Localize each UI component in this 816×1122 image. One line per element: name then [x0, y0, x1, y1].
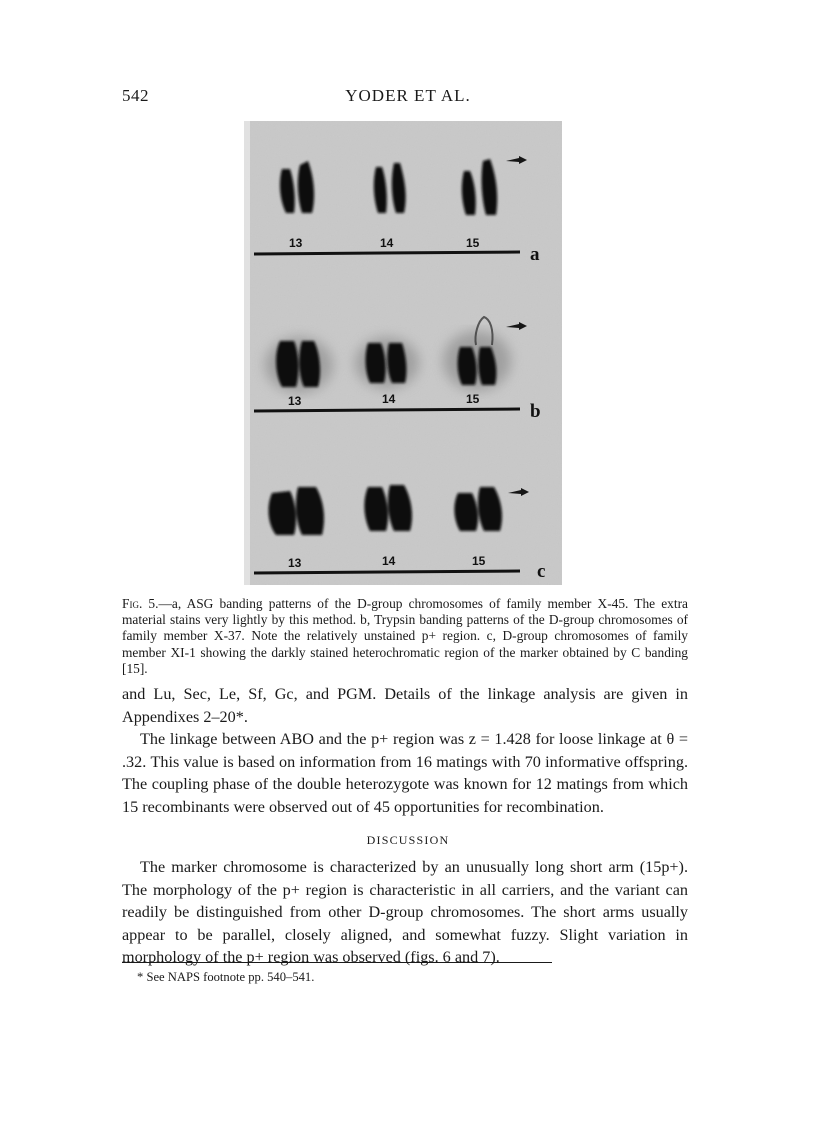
chromosome-label-15-b: 15	[466, 392, 480, 406]
figure-caption-text: —a, ASG banding patterns of the D-group chromosomes of family member X-45. The extra material stains very lightly by this method. b, Trypsin banding patterns of the D-group chromosomes of family member X-37. Note the relatively unstained p+ region. c, D-group chromosomes of family member XI-1 showing the darkly stained heterochromatic region of the marker obtained by C banding [15].	[122, 596, 689, 676]
panel-label-c: c	[537, 561, 546, 582]
chromosome-label-15-c: 15	[472, 554, 486, 568]
panel-label-a: a	[530, 244, 540, 265]
chromosome-label-13-c: 13	[288, 556, 302, 570]
chromosome-label-14: 14	[380, 236, 394, 250]
footnote: * See NAPS footnote pp. 540–541.	[137, 970, 315, 984]
figure-caption-label: Fig. 5.	[122, 596, 159, 611]
chromosome-label-14-c: 14	[382, 554, 396, 568]
paragraph: The marker chromosome is characterized by an unusually long short arm (15p+). The morphology of the p+ region is characteristic in all carriers, and the variant can readily be distinguished from other D-group chromosomes. The short arms usually appear to be parallel, closely aligned, and somewhat fuzzy. Slight variation in morphology of the p+ region was observed (figs. 6 and 7).	[122, 858, 688, 967]
chromosome-label-13-b: 13	[288, 394, 302, 408]
section-heading: DISCUSSION	[366, 833, 450, 847]
running-head: YODER ET AL.	[345, 86, 471, 105]
paragraph: The linkage between ABO and the p+ region was z = 1.428 for loose linkage at θ = .32. This value is based on information from 16 matings with 70 informative offspring. The coupling phase of the double heterozygote was known for 12 matings from which 15 recombinants were observed out of 45 opportunities for recombination.	[122, 730, 688, 816]
karyotype-photo-svg	[244, 121, 562, 585]
paragraph: and Lu, Sec, Le, Sf, Gc, and PGM. Details of the linkage analysis are given in Appendixes 2–20*.	[122, 685, 688, 726]
page-number: 542	[122, 86, 149, 105]
panel-label-b: b	[530, 401, 541, 422]
footnote-rule	[122, 962, 552, 963]
figure-caption	[122, 596, 688, 677]
chromosome-label-14-b: 14	[382, 392, 396, 406]
chromosome-label-13: 13	[289, 236, 303, 250]
figure-karyotype-photo	[244, 121, 562, 585]
chromosome-label-15: 15	[466, 236, 480, 250]
